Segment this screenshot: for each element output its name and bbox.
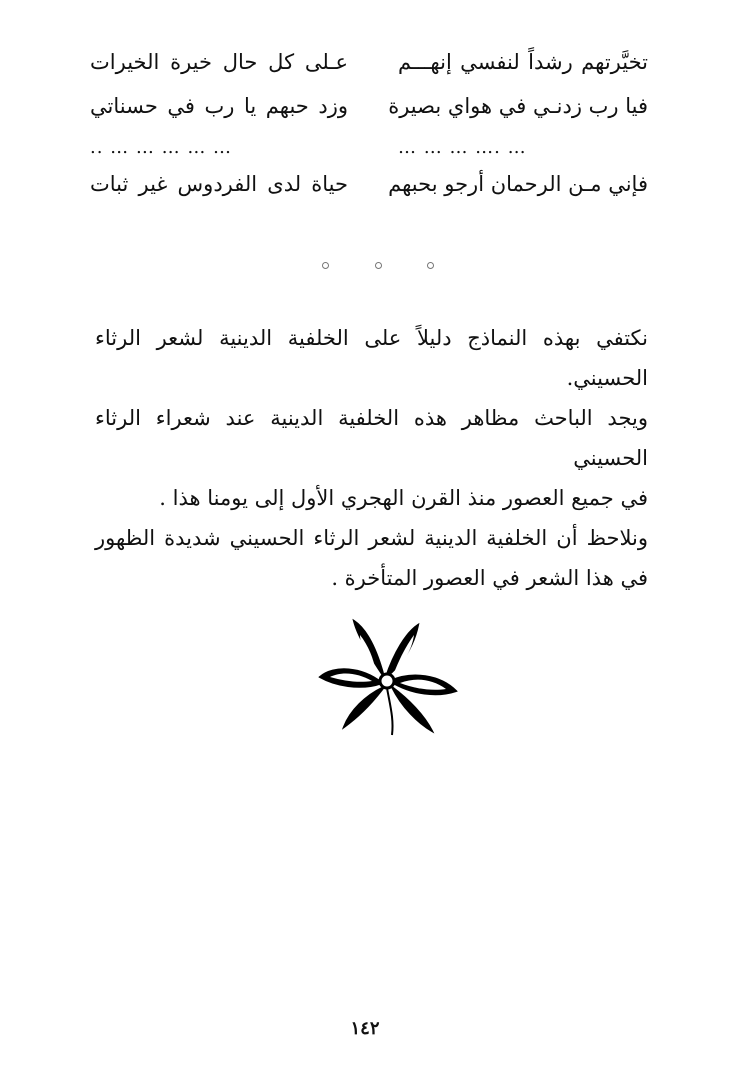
- verse-row: [0, 86, 729, 126]
- flower-ornament-icon: [314, 615, 462, 737]
- verse-second-hemistich-ellipsis: .. … … … … …: [90, 137, 233, 158]
- separator-dot-icon: [427, 262, 434, 269]
- verse-second-hemistich: وزد حبهم يا رب في حسناتي: [90, 94, 348, 118]
- verse-first-hemistich: تخيَّرتهم رشداً لنفسي إنهـــم: [398, 50, 648, 74]
- paragraph: [95, 518, 648, 598]
- verse-first-hemistich: فإني مـن الرحمان أرجو بحبهم: [388, 172, 648, 196]
- paragraph-line: ونلاحظ أن الخلفية الدينية لشعر الرثاء الحسيني شديدة الظهور: [95, 526, 648, 550]
- section-separator: [320, 258, 440, 272]
- paragraph: [95, 398, 648, 518]
- verse-row: [0, 164, 729, 204]
- paragraph-line: في هذا الشعر في العصور المتأخرة .: [331, 566, 648, 590]
- separator-dot-icon: [375, 262, 382, 269]
- verse-second-hemistich: عـلى كل حال خيرة الخيرات: [90, 50, 348, 74]
- paragraph-line: في جميع العصور منذ القرن الهجري الأول إلى يومنا هذا .: [159, 486, 648, 510]
- verse-first-hemistich: فيا رب زدنـي في هواي بصيرة: [388, 94, 648, 118]
- paragraph-line: ويجد الباحث مظاهر هذه الخلفية الدينية عند شعراء الرثاء الحسيني: [95, 406, 648, 470]
- page-number: ١٤٢: [350, 1018, 380, 1039]
- paragraph-line: نكتفي بهذه النماذج دليلاً على الخلفية الدينية لشعر الرثاء الحسيني.: [95, 326, 648, 390]
- verse-first-hemistich-ellipsis: … … … …. …: [398, 137, 527, 158]
- paragraph: [95, 318, 648, 398]
- prose-body: [95, 318, 648, 598]
- verse-row: [0, 42, 729, 82]
- verse-second-hemistich: حياة لدى الفردوس غير ثبات: [90, 172, 348, 196]
- separator-dot-icon: [322, 262, 329, 269]
- verse-row-ellipsis: [0, 128, 729, 168]
